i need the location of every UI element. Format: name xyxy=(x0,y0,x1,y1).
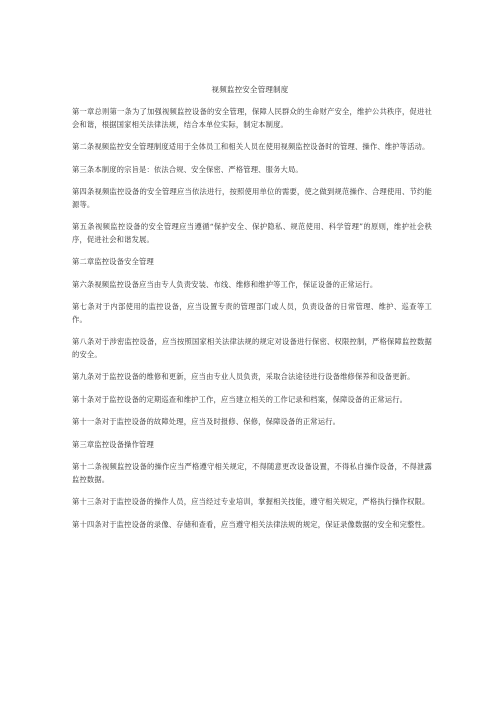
paragraph-article-13: 第十三条对于监控设备的操作人员，应当经过专业培训，掌握相关技能，遵守相关规定，严格执行操作权限。 xyxy=(72,497,430,506)
paragraph-article-12: 第十二条视频监控设备的操作应当严格遵守相关规定，不得随意更改设备设置，不得私自操作设备，不得泄露监控数据。 xyxy=(72,462,432,484)
paragraph-article-7: 第七条对于内部使用的监控设备，应当设置专责的管理部门或人员，负责设备的日常管理、维护、巡查等工作。 xyxy=(72,302,432,324)
document-title: 视频监控安全管理制度 xyxy=(211,85,289,94)
paragraph-article-6: 第六条视频监控设备应当由专人负责安装、布线、维修和维护等工作，保证设备的正常运行。 xyxy=(72,279,378,289)
paragraph-article-8: 第八条对于涉密监控设备，应当按照国家相关法律法规的规定对设备进行保密、权限控制，严格保障监控数据的安全。 xyxy=(72,337,432,359)
paragraph-article-9: 第九条对于监控设备的维修和更新，应当由专业人员负责，采取合法途径进行设备维修保养和设备更新。 xyxy=(72,372,415,381)
paragraph-article-10: 第十条对于监控设备的定期巡查和维护工作，应当建立相关的工作记录和档案，保障设备的正常运行。 xyxy=(72,394,408,404)
paragraph-article-1: 第一章总则第一条为了加强视频监控设备的安全管理，保障人民群众的生命财产安全，维护公共秩序，促进社会和谐，根据国家相关法律法规，结合本单位实际，制定本制度。 xyxy=(72,107,432,129)
chapter-heading-2: 第二章监控设备安全管理 xyxy=(72,257,154,266)
paragraph-article-4: 第四条视频监控设备的安全管理应当依法进行，按照使用单位的需要，使之做到规范操作、合理使用、节约能源等。 xyxy=(72,187,432,209)
paragraph-article-2: 第二条视频监控安全管理制度适用于全体员工和相关人员在使用视频监控设备时的管理、操作、维护等活动。 xyxy=(72,142,430,151)
document-body xyxy=(72,106,432,541)
paragraph-article-11: 第十一条对于监控设备的故障处理，应当及时报修、保修，保障设备的正常运行。 xyxy=(72,417,341,426)
chapter-heading-3: 第三章监控设备操作管理 xyxy=(72,439,154,449)
paragraph-article-14: 第十四条对于监控设备的录像、存储和查看，应当遵守相关法律法规的规定，保证录像数据的安全和完整性。 xyxy=(72,519,430,529)
paragraph-article-3: 第三条本制度的宗旨是：依法合规、安全保密、严格管理、服务大局。 xyxy=(72,164,303,174)
paragraph-article-5: 第五条视频监控设备的安全管理应当遵循“保护安全、保护隐私、规范使用、科学管理”的原则，维护社会秩序，促进社会和谐发展。 xyxy=(72,222,432,244)
